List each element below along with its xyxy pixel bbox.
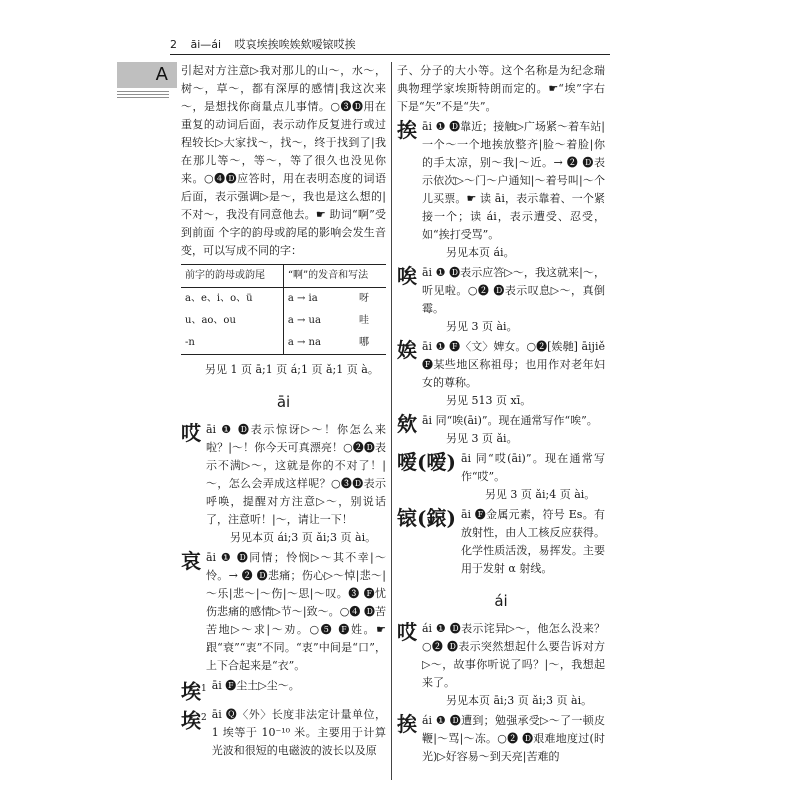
header-chars: 哎哀埃挨唉娭欸嗳锿哎挨 bbox=[234, 38, 356, 51]
table-cell: a → ua bbox=[287, 315, 321, 326]
section-heading-ai2: ái bbox=[494, 592, 508, 610]
dict-entry bbox=[181, 706, 386, 760]
see-also: 另见本页 ái;3 页 ǎi;3 页 ài。 bbox=[230, 531, 377, 544]
see-also: 另见 3 页 ài。 bbox=[446, 320, 518, 333]
dict-entry bbox=[397, 338, 605, 410]
headword: 哎 bbox=[397, 620, 417, 644]
dict-entry bbox=[397, 412, 605, 448]
table-cell: a → ia bbox=[287, 293, 318, 304]
headword: 欸 bbox=[397, 412, 417, 436]
dict-entry bbox=[397, 506, 605, 578]
see-also: 另见 3 页 ǎi。 bbox=[446, 432, 518, 445]
dict-entry bbox=[397, 620, 605, 710]
right-column bbox=[397, 62, 605, 766]
headword: 挨 bbox=[397, 712, 417, 736]
table-cell: 呀 bbox=[359, 293, 369, 304]
table-header: “啊”的发音和写法 bbox=[283, 265, 386, 288]
section-heading-ai1: āi bbox=[276, 393, 291, 411]
definition: āi 🅕尘土▷尘～。 bbox=[211, 679, 300, 692]
table-row bbox=[181, 310, 386, 332]
table-header: 前字的韵母或韵尾 bbox=[181, 265, 283, 288]
dict-entry bbox=[397, 118, 605, 262]
thumb-stripe bbox=[117, 94, 169, 95]
headword: 娭 bbox=[397, 338, 417, 362]
headword: 哀 bbox=[181, 549, 201, 573]
see-also: 另见 1 页 ā;1 页 á;1 页 ǎ;1 页 à。 bbox=[205, 363, 379, 376]
headword: 挨 bbox=[397, 118, 417, 142]
dict-entry bbox=[397, 264, 605, 336]
dict-entry bbox=[397, 450, 605, 504]
thumb-index-tab: A bbox=[117, 62, 177, 88]
headword: 哎 bbox=[181, 421, 201, 445]
definition: āi ❶ 🅓靠近；接触▷广场紧～着车站|一个～一个地挨放整齐|脸～着脸|你的手太凉，别～我|～近。→ ❷ 🅓表示依次▷～门～户通知|～着号叫|～个儿买票。☛ 读 āi，表示靠着、一个紧接一个；读 ái，表示遭受、忍受，如“挨打受骂”。 bbox=[422, 120, 605, 241]
see-also: 另见 513 页 xī。 bbox=[446, 394, 532, 407]
dict-entry bbox=[181, 677, 386, 704]
left-column bbox=[181, 62, 386, 760]
table-cell: u、ao、ou bbox=[181, 310, 283, 332]
definition: āi 🅠〈外〉长度非法定计量单位，1 埃等于 10⁻¹⁰ 米。主要用于计算光波和很短的电磁波的波长以及原 bbox=[211, 707, 386, 757]
continued-entry-text: 引起对方注意▷我对那儿的山～，水～，树～，草～，都有深厚的感情|我这次来～，是想找你商量点儿事情。○❸🅓用在重复的动词后面，表示动作反复进行或过程较长▷大家找～，找～，终于找到了|我在那儿等～，等～，等了很久也没见你来。○❹🅓应答时，用在表明态度的词语后面，表示强调▷是～，我也是这么想的|不对～，我没有同意他去。☛ 助词“啊”受到前面 个字的韵母或韵尾的影响会发生音变，可以写成不同的字： bbox=[181, 64, 386, 257]
see-also: 另见 3 页 ǎi;4 页 ài。 bbox=[484, 488, 596, 501]
definition: ái ❶ 🅓表示诧异▷～，他怎么没来？○❷ 🅓表示突然想起什么要告诉对方▷～，故事你听说了吗？|～，我想起来了。 bbox=[422, 622, 605, 689]
definition: āi ❶ 🅓表示应答▷～，我这就来|～，听见啦。○❷ 🅓表示叹息▷～，真倒霉。 bbox=[422, 266, 605, 315]
table-row bbox=[181, 288, 386, 311]
pinyin-range: āi—ái bbox=[190, 38, 222, 51]
table-cell: 哪 bbox=[355, 332, 386, 355]
column-divider bbox=[391, 62, 392, 780]
table-row bbox=[181, 332, 386, 355]
definition: āi 同“唉(āi)”。现在通常写作“唉”。 bbox=[422, 414, 598, 427]
table-cell: 哇 bbox=[359, 315, 369, 326]
definition: ái ❶ 🅓遭到；勉强承受▷～了一顿皮鞭|～骂|～冻。○❷ 🅓艰难地度过(时光)▷好容易～到天亮|苦难的 bbox=[422, 714, 605, 763]
headword: 锿(鎄) bbox=[397, 506, 456, 530]
tone-change-table bbox=[181, 264, 386, 355]
definition: āi ❶ 🅓表示惊讶▷～！你怎么来啦？|～！你今天可真漂亮！○❷🅓表示不满▷～，这就是你的不对了！|～，怎么会弄成这样呢？○❸🅓表示呼唤，提醒对方注意▷～，别说话了，注意听！|～，请让一下！ bbox=[206, 423, 386, 526]
definition: āi 同“哎(āi)”。现在通常写作“哎”。 bbox=[460, 452, 605, 483]
headword: 埃$^1$ bbox=[181, 679, 207, 704]
table-cell: a → na bbox=[283, 332, 355, 355]
continued-entry-text: 子、分子的大小等。这个名称是为纪念瑞典物理学家埃斯特朗而定的。☛“埃”字右下是“矢”不是“失”。 bbox=[397, 64, 605, 113]
headword: 唉 bbox=[397, 264, 417, 288]
table-cell: -n bbox=[181, 332, 283, 355]
definition: āi ❶ 🅕〈文〉婢女。○❷[娭毑] āijiě 🅕某些地区称祖母；也用作对老年妇女的尊称。 bbox=[422, 340, 605, 389]
dict-entry bbox=[181, 421, 386, 547]
page-number: 2 bbox=[170, 38, 177, 51]
thumb-stripe bbox=[117, 97, 169, 98]
see-also: 另见本页 ái。 bbox=[446, 246, 515, 259]
table-cell: a、e、i、o、ü bbox=[181, 288, 283, 311]
dict-entry bbox=[181, 549, 386, 675]
thumb-stripe bbox=[117, 91, 169, 92]
running-header bbox=[170, 36, 366, 52]
definition: āi 🅕金属元素，符号 Es。有放射性，由人工核反应获得。化学性质活泼，易挥发。主要用于发射 α 射线。 bbox=[460, 508, 605, 575]
definition: āi ❶ 🅓同情；怜悯▷～其不幸|～怜。→ ❷ 🅓悲痛；伤心▷～悼|悲～|～乐|悲～|～伤|～思|～叹。❸ 🅕忧伤悲痛的感情▷节～|致～。○❹ 🅓苦苦地▷～求|～劝。○❺ 🅕姓。☛ 跟“衰”“衷”不同。“衷”中间是“口”，上下合起来是“衣”。 bbox=[206, 551, 386, 672]
headword: 嗳(嗳) bbox=[397, 450, 456, 474]
see-also: 另见本页 āi;3 页 ǎi;3 页 ài。 bbox=[446, 694, 593, 707]
headword: 埃$^2$ bbox=[181, 708, 207, 733]
header-rule bbox=[170, 54, 610, 55]
dict-entry bbox=[397, 712, 605, 766]
